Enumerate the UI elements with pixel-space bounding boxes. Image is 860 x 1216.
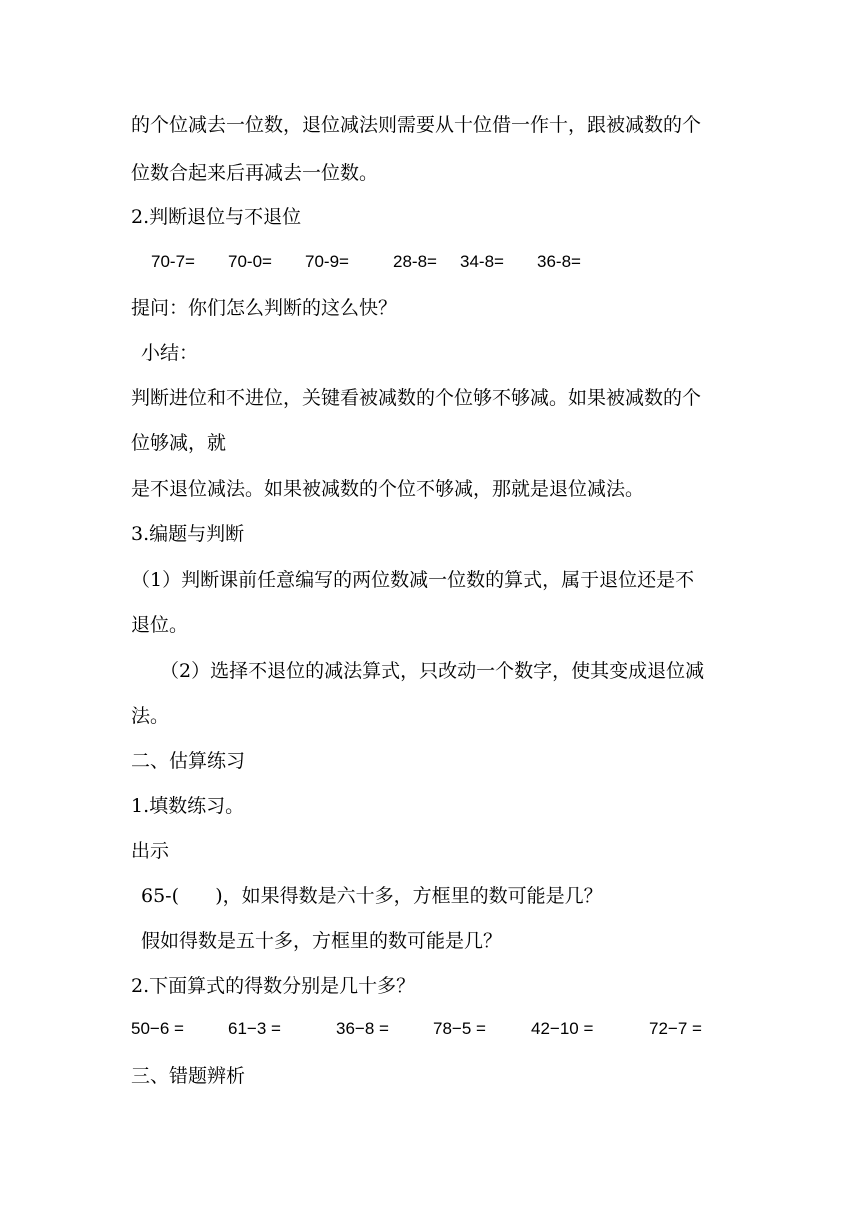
equation: 34-8= — [460, 252, 504, 271]
subsection-heading: 2.下面算式的得数分别是几十多？ — [131, 975, 416, 997]
paragraph-line: 退位。 — [131, 614, 189, 636]
section-heading: 3.编题与判断 — [131, 523, 245, 545]
question-line: 提问：你们怎么判断的这么快？ — [131, 297, 398, 319]
equation: 50−6 = — [131, 1019, 184, 1038]
equation: 36−8 = — [336, 1019, 389, 1038]
paragraph-line: 65-( )，如果得数是六十多，方框里的数可能是几？ — [141, 885, 603, 907]
section-heading: 2.判断退位与不退位 — [131, 206, 302, 228]
paragraph-line: 位够减，就 — [131, 432, 227, 454]
equation: 70-7= — [151, 252, 195, 271]
equation: 72−7 = — [649, 1019, 702, 1038]
equation: 28-8= — [393, 252, 437, 271]
equation: 70-9= — [305, 252, 349, 271]
paragraph-line: 假如得数是五十多，方框里的数可能是几？ — [141, 930, 503, 952]
equation: 78−5 = — [433, 1019, 486, 1038]
section-heading: 二、估算练习 — [131, 750, 246, 772]
paragraph-line: 的个位减去一位数，退位减法则需要从十位借一作十，跟被减数的个 — [131, 114, 702, 136]
paragraph-line: 判断进位和不进位，关键看被减数的个位够不够减。如果被减数的个 — [131, 387, 702, 409]
equation-row-a — [0, 251, 860, 273]
section-heading: 三、错题辨析 — [131, 1065, 246, 1087]
subsection-heading: 1.填数练习。 — [131, 795, 245, 817]
equation: 70-0= — [228, 252, 272, 271]
equation: 42−10 = — [531, 1019, 594, 1038]
paragraph-line: 是不退位减法。如果被减数的个位不够减，那就是退位减法。 — [131, 478, 645, 500]
summary-label: 小结： — [141, 342, 199, 364]
paragraph-line: 出示 — [131, 840, 170, 862]
paragraph-line: （2）选择不退位的减法算式，只改动一个数字，使其变成退位减 — [160, 660, 705, 682]
paragraph-line: 法。 — [131, 705, 170, 727]
paragraph-line: （1）判断课前任意编写的两位数减一位数的算式，属于退位还是不 — [131, 569, 695, 591]
equation-row-b — [0, 1018, 860, 1040]
equation: 36-8= — [537, 252, 581, 271]
equation: 61−3 = — [228, 1019, 281, 1038]
paragraph-line: 位数合起来后再减去一位数。 — [131, 162, 379, 184]
